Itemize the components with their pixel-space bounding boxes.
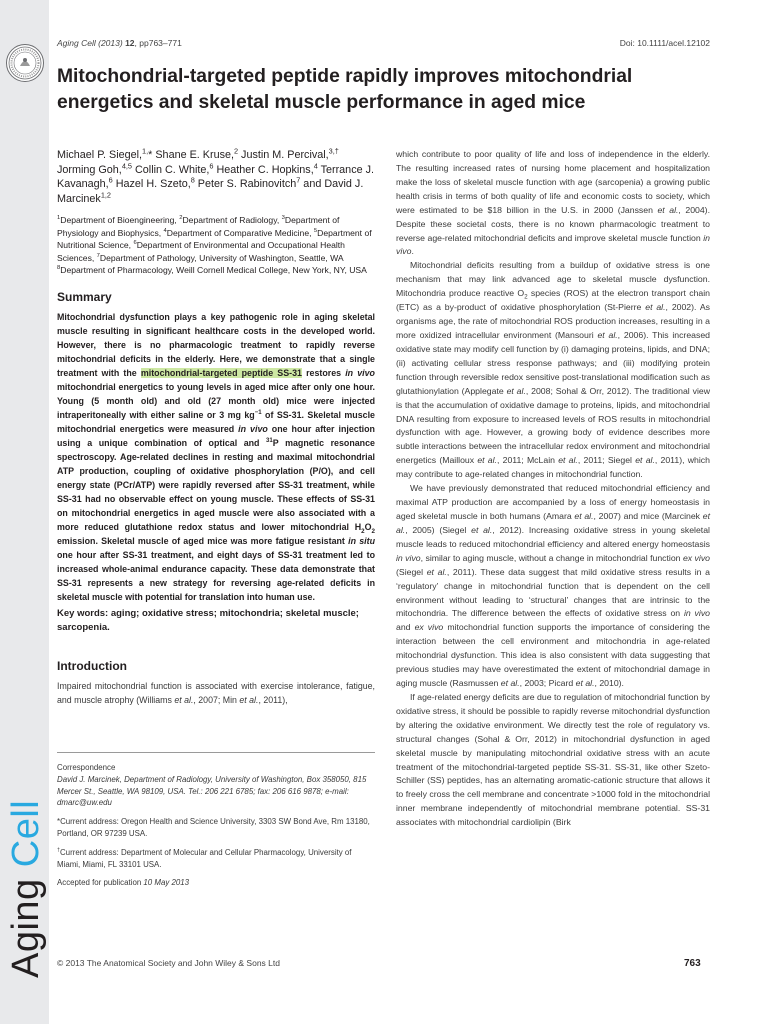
brand-word-aging: Aging — [5, 878, 47, 978]
journal-pages: , pp763–771 — [134, 38, 182, 48]
intro-paragraph-4: If age-related energy deficits are due to regulation of mitochondrial function by oxidative stress, it should be possible to rapidly reverse mitochondrial dysfunction by altering the oxidative environment. We directly test the role of regulatory vs. structural changes (Sohal & Orr, 2012) in mitochondrial dysfunction in aged skeletal muscle by manipulating mitochondrial oxidative stress with an acute treatment of the mitochondrial-targeted peptide SS-31. SS-31, like other Szeto-Schiller (SS) peptides, has an alternating aromatic-cationic structure that allows it to freely cross the cell membrane and concentrate >1000 fold in the mitochondrial inner membrane independently of mitochondrial membrane potential. SS-31 associates with mitochondrial cardiolipin (Birk — [396, 691, 710, 828]
copyright-footer: © 2013 The Anatomical Society and John Wiley & Sons Ltd — [57, 958, 280, 968]
journal-sidebar — [0, 0, 49, 1024]
current-address-note-2: †Current address: Department of Molecular and Cellular Pharmacology, University of Miami, Miami, FL 33101 USA. — [57, 847, 352, 869]
right-column — [396, 148, 710, 830]
intro-paragraph-3: We have previously demonstrated that reduced mitochondrial efficiency and maximal ATP production are accompanied by a loss of energy homeostasis in aged skeletal muscle in both humans (Amara et al., 2007) and mice (Marcinek et al., 2005) (Siegel et al., 2012). Increasing oxidative stress in young skeletal muscle leads to reduced mitochondrial efficiency and altered energy homeostasis in vivo, similar to aging muscle, without a change in mitochondrial function ex vivo (Siegel et al., 2011). These data suggest that mild oxidative stress results in a ‘regulatory’ change in mitochondrial function that is dependent on the cell environment without leading to ‘structural’ changes that are intrinsic to the mitochondria. The difference between the effects of oxidative stress on in vivo and ex vivo mitochondrial function supports the importance of considering the interaction between the cell environment and mitochondria in age-related mitochondrial dysfunction. This idea is also consistent with data suggesting that previous studies may have overestimated the extent of mitochondrial damage in aging muscle (Rasmussen et al., 2003; Picard et al., 2010). — [396, 483, 710, 689]
doi-label: Doi: 10.1111/acel.12102 — [619, 38, 710, 48]
accepted-note: Accepted for publication 10 May 2013 — [57, 878, 190, 888]
intro-paragraph-2: Mitochondrial deficits resulting from a buildup of oxidative stress is one mechanism that may link advanced age to skeletal muscle dysfunction. Mitochondria produce reactive $O_2$ species (ROS) at the electron transport chain (ETC) as a by-product of oxidative phosphorylation (St-Pierre et al., 2002). As organisms age, the rate of mitochondrial ROS production increases, resulting in a more oxidized intracellular environment (Mansouri et al., 2006). This increased oxidative state may modify cell function by (i) damaging proteins, lipids, and DNA; (ii) activating cellular stress response pathways; and (iii) modifying protein function through reversible redox sensitive post-translational modification such as glutathionylation (Applegate et al., 2008; Sohal & Orr, 2012). The traditional view is that the accumulation of oxidative damage to proteins, lipids, and mitochondrial DNA resulting from exposure to increased levels of ROS results in mitochondrial dysfunction with age. However, a growing body of evidence describes more subtle interactions between the intracellular redox environment and mitochondrial energetics (Mailloux et al., 2011; McLain et al., 2011; Siegel et al., 2011), which may contribute to age-related changes in mitochondrial function. — [396, 260, 710, 480]
current-address-note-1: *Current address: Oregon Health and Science University, 3303 SW Bond Ave, Rm 13180, Portland, OR 97239 USA. — [57, 817, 370, 838]
page-number: 763 — [684, 958, 701, 969]
abstract-text: Mitochondrial dysfunction plays a key pathogenic role in aging skeletal muscle resulting in significant healthcare costs in the developed world. However, there is no pharmacologic treatment to rapidly reverse mitochondrial deficits in the elderly. Here, we demonstrate that a single treatment with the mitochondrial-targeted peptide SS-31 restores in vivo mitochondrial energetics to young levels in aged mice after only one hour. Young (5 month old) and old (27 month old) mice were injected intraperitoneally with either saline or 3 mg $kg^{-1}$ of SS-31. Skeletal muscle mitochondrial energetics were measured in vivo one hour after injection using a unique combination of optical and $^{31}$P magnetic resonance spectroscopy. Age-related declines in resting and maximal mitochondrial ATP production, coupling of oxidative phosphorylation (P/O), and cell energy state (PCr/ATP) were rapidly reversed after SS-31 treatment, while SS-31 had no observable effect on young muscle. These effects of SS-31 on mitochondrial energetics in aged muscle were also associated with a more reduced glutathione redox status and lower mitochondrial $H_2O_2$ emission. Skeletal muscle of aged mice was more fatigue resistant in situ one hour after SS-31 treatment, and eight days of SS-31 treatment led to increased whole-animal endurance capacity. These data demonstrate that SS-31 represents a new strategy for reversing age-related deficits in skeletal muscle with potential for translation into human use. — [57, 312, 375, 603]
journal-volume: 12 — [125, 38, 135, 48]
footnotes — [57, 762, 375, 896]
keywords: Key words: aging; oxidative stress; mitochondria; skeletal muscle; sarcopenia. — [57, 608, 359, 634]
intro-paragraph-left: Impaired mitochondrial function is associated with exercise intolerance, fatigue, and muscle atrophy (Williams et al., 2007; Min et al., 2011), — [57, 681, 375, 706]
journal-name: Aging Cell — [57, 38, 96, 48]
journal-year: (2013) — [98, 38, 123, 48]
article-title: Mitochondrial-targeted peptide rapidly improves mitochondrial energetics and skeletal muscle performance in aged mice — [57, 66, 633, 113]
intro-paragraph-1: which contribute to poor quality of life and loss of independence in the elderly. The resulting increased rates of nursing home placement and hospitalization make the loss of skeletal muscle function with age (sarcopenia) a growing public health crisis in terms of both quality of life and economic costs to society, which were estimated to be $18 billion in the U.S. in 2000 (Janssen et al., 2004). Despite these societal costs, there is no known pharmacologic treatment to reverse age-related mitochondrial deficits and improve skeletal muscle function in vivo. — [396, 149, 710, 257]
society-seal-logo — [6, 44, 44, 82]
left-column — [57, 148, 375, 707]
footnote-divider — [57, 752, 375, 753]
author-list: Michael P. Siegel,$^{1,}$* Shane E. Kruse,$^2$ Justin M. Percival,$^{3,\dagger}$ Jorming Goh,$^{4,5}$ Collin C. White,$^6$ Heather C. Hopkins,$^4$ Terrance J. Kavanagh,$^6$ Hazel H. Szeto,$^8$ Peter S. Rabinovitch$^7$ and David J. Marcinek$^{1,2}$ — [57, 146, 374, 205]
journal-citation — [57, 38, 182, 48]
brand-word-cell: Cell — [5, 799, 47, 868]
introduction-heading: Introduction — [57, 659, 127, 674]
correspondence-note: Correspondence David J. Marcinek, Department of Radiology, University of Washington, Box 358050, 815 Mercer St., Seattle, WA 98109, USA. Tel.: 206 221 6785; fax: 206 616 9878; e-mail: dmarc@uw.edu — [57, 763, 367, 808]
affiliations: $^1$Department of Bioengineering, $^2$Department of Radiology, $^3$Department of Physiology and Biophysics, $^4$Department of Comparative Medicine, $^5$Department of Nutritional Science, $^6$Department of Environmental and Occupational Health Sciences, $^7$Department of Pathology, University of Washington, Seattle, WA $^8$Department of Pharmacology, Weill Cornell Medical College, New York, NY, USA — [57, 215, 372, 275]
summary-heading: Summary — [57, 290, 112, 305]
